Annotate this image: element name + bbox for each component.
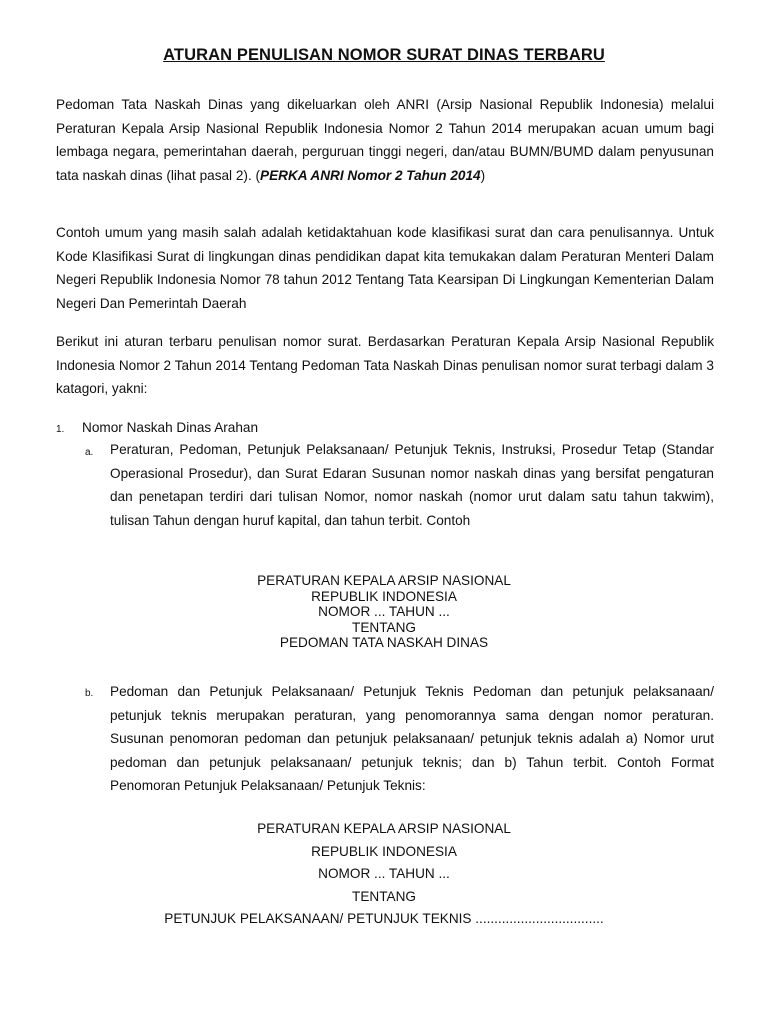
example-a-line-1: PERATURAN KEPALA ARSIP NASIONAL [257, 573, 511, 588]
example-block-a [0, 573, 768, 651]
intro-paragraph [56, 93, 714, 187]
example-b-line-4: TENTANG [352, 888, 416, 904]
sub-item-letter-a: a. [85, 447, 94, 458]
list-number-1: 1. [56, 424, 65, 435]
sub-item-letter-b: b. [85, 688, 94, 699]
example-b-line-1: PERATURAN KEPALA ARSIP NASIONAL [257, 821, 511, 836]
sub-item-b-text: Pedoman dan Petunjuk Pelaksanaan/ Petunjuk Teknis Pedoman dan petunjuk pelaksanaan/ petunjuk teknis merupakan peraturan, yang penomorannya sama dengan nomor peraturan. Susunan penomoran pedoman dan petunjuk pelaksanaan/ petunjuk teknis adalah a) Nomor urut pedoman dan petunjuk pelaksanaan/ petunjuk teknis; dan b) Tahun terbit. Contoh Format Penomoran Petunjuk Pelaksanaan/ Petunjuk Teknis: [110, 684, 714, 793]
example-a-line-2: REPUBLIK INDONESIA [311, 588, 457, 604]
example-b-line-3: NOMOR ... TAHUN ... [318, 866, 450, 881]
example-block-b [0, 818, 768, 931]
paragraph-rules-intro: Berikut ini aturan terbaru penulisan nomor surat. Berdasarkan Peraturan Kepala Arsip Nasional Republik Indonesia Nomor 2 Tahun 2014 Tentang Pedoman Tata Naskah Dinas penulisan nomor surat terbagi dalam 3 katagori, yakni: [56, 334, 714, 396]
example-a-line-4: TENTANG [352, 619, 416, 635]
intro-closing: ) [480, 167, 486, 183]
example-b-line-5: PETUNJUK PELAKSANAAN/ PETUNJUK TEKNIS .................................. [164, 911, 604, 926]
sub-item-a-text: Peraturan, Pedoman, Petunjuk Pelaksanaan/ Petunjuk Teknis, Instruksi, Prosedur Tetap (Standar Operasional Prosedur), dan Surat Edaran Susunan nomor naskah dinas yang bersifat pengaturan dan penetapan terdiri dari tulisan Nomor, nomor naskah (nomor urut dalam satu tahun takwim), tulisan Tahun dengan huruf kapital, dan tahun terbit. Contoh [110, 442, 714, 528]
example-a-line-3: NOMOR ... TAHUN ... [318, 604, 450, 619]
list-heading-1: Nomor Naskah Dinas Arahan [82, 420, 259, 435]
example-b-line-2: REPUBLIK INDONESIA [311, 843, 457, 859]
example-a-line-5: PEDOMAN TATA NASKAH DINAS [279, 635, 489, 650]
intro-reference: PERKA ANRI Nomor 2 Tahun 2014 [260, 167, 481, 183]
paragraph-example-errors: Contoh umum yang masih salah adalah ketidaktahuan kode klasifikasi surat dan cara penulisannya. Untuk Kode Klasifikasi Surat di lingkungan dinas pendidikan dapat kita temukakan dalam Peraturan Menteri Dalam Negeri Republik Indonesia Nomor 78 tahun 2012 Tentang Tata Kearsipan Di Lingkungan Kementerian Dalam Negeri Dan Pemerintah Daerah [56, 225, 714, 311]
document-title: ATURAN PENULISAN NOMOR SURAT DINAS TERBARU [163, 46, 605, 64]
intro-text: Pedoman Tata Naskah Dinas yang dikeluarkan oleh ANRI (Arsip Nasional Republik Indonesia) melalui Peraturan Kepala Arsip Nasional Republik Indonesia Nomor 2 Tahun 2014 merupakan acuan umum bagi lembaga negara, pemerintahan daerah, perguruan tinggi negeri, dan/atau BUMN/BUMD dalam penyusunan tata naskah dinas (lihat pasal 2). ( [56, 97, 714, 183]
